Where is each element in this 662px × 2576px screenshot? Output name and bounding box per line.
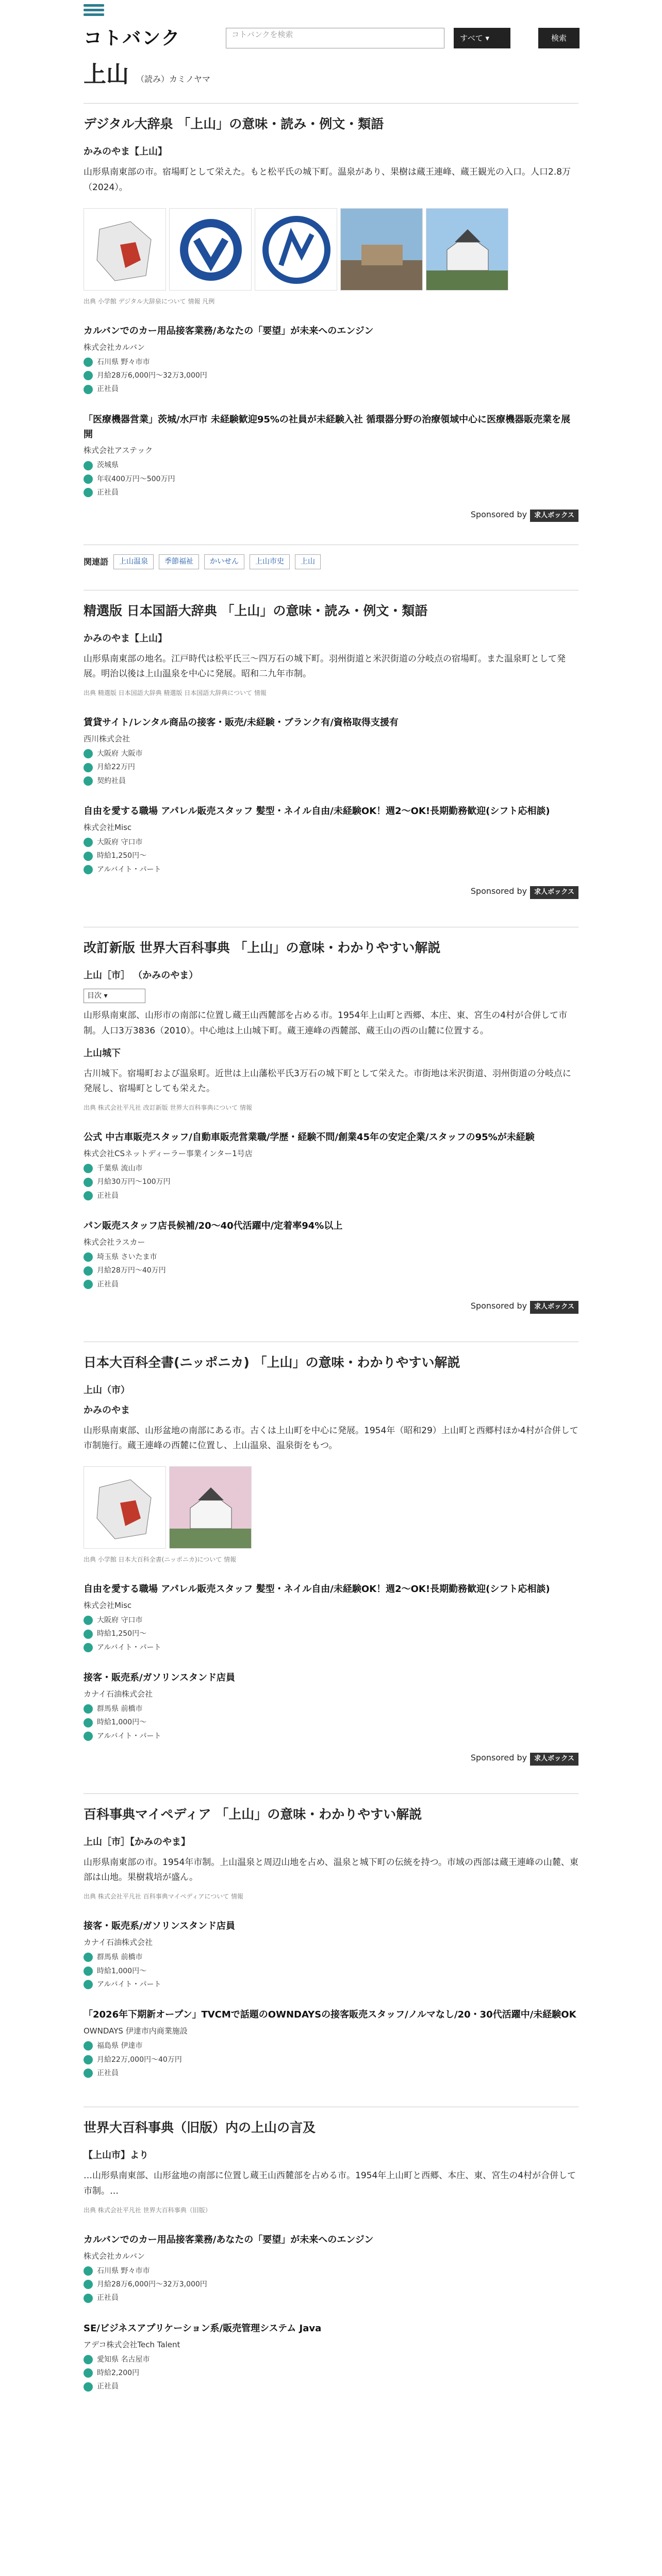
job-ad[interactable] — [84, 2233, 578, 2304]
location-icon — [84, 1252, 93, 1262]
ad-location-text: 千葉県 流山市 — [97, 1164, 143, 1173]
entry-text: 山形県南東部の市。宿場町として栄えた。もと松平氏の城下町。温泉があり、果樹は蔵王連峰、蔵王観光の入口。人口2.8万（2024）。 — [84, 167, 571, 193]
location-icon — [84, 749, 93, 758]
section-title: 改訂新版 世界大百科事典 「上山」の意味・わかりやすい解説 — [84, 940, 441, 956]
ad-pay-text: 月給30万円～100万円 — [97, 1178, 171, 1187]
entry-text: 山形県南東部、山形盆地の南部にある市。古くは上山町を中心に発展。1954年（昭和29）上山町と西郷村ほか4村が合併して市制施行。蔵王連峰の西麓に位置し、上山温泉、温泉街をもつ。 — [84, 1425, 578, 1451]
yen-icon — [84, 1266, 93, 1276]
location-icon — [84, 2041, 93, 2050]
section-nipponica — [84, 1342, 578, 1766]
entry-headword: 上山（市） — [84, 1384, 130, 1396]
ad-type-text: 正社員 — [97, 385, 119, 394]
entry-text: 山形県南東部の地名。江戸時代は松平氏三～四万石の城下町。羽州街道と米沢街道の分岐点の宿場町。また温泉町として発展。明治以後は上山温泉を中心に発展。昭和二九年市制。 — [84, 653, 566, 680]
sponsor-credit[interactable] — [84, 885, 578, 899]
briefcase-icon — [84, 2382, 93, 2392]
briefcase-icon — [84, 1980, 93, 1989]
entry-text: 山形県南東部の市。1954年市制。上山温泉と周辺山地を占め、温泉と城下町の伝統を持つ。市域の西部は蔵王連峰の山麓、東部は山地。果樹栽培が盛ん。 — [84, 1857, 578, 1883]
briefcase-icon — [84, 1732, 93, 1741]
related-tag[interactable]: かいせん — [204, 554, 244, 569]
ad-pay — [84, 850, 578, 861]
search-scope-select[interactable] — [454, 28, 510, 48]
ad-company: 株式会社Misc — [84, 1601, 132, 1610]
source-credit: 出典 株式会社平凡社 世界大百科事典（旧版） — [84, 2206, 211, 2214]
ad-pay-text: 時給1,000円～ — [97, 1967, 147, 1975]
location-icon — [84, 838, 93, 847]
ad-title[interactable]: 自由を愛する職場 アパレル販売スタッフ 髪型・ネイル自由/未経験OK！週2～OK!長期勤務歓迎(シフト応相談) — [84, 1584, 550, 1595]
onsen-photo-thumbnail[interactable] — [340, 208, 423, 291]
sponsor-label: Sponsored by — [470, 886, 527, 896]
ad-type-text: アルバイト・パート — [97, 1732, 161, 1740]
ad-location-text: 石川県 野々市市 — [97, 2266, 150, 2275]
section-old-edition — [84, 2107, 578, 2392]
source-credit: 出典 株式会社平凡社 改訂新版 世界大百科事典について 情報 — [84, 1104, 253, 1111]
ad-company: 株式会社Misc — [84, 823, 132, 833]
ad-location-text: 大阪府 大阪市 — [97, 750, 143, 758]
location-icon — [84, 2266, 93, 2276]
job-ad[interactable] — [84, 1130, 578, 1201]
castle-photo-thumbnail[interactable] — [169, 1466, 252, 1549]
section-title: 精選版 日本国語大辞典 「上山」の意味・読み・例文・類語 — [84, 603, 428, 618]
ad-pay — [84, 1628, 578, 1639]
ad-company: 株式会社ラスカー — [84, 1237, 145, 1247]
entry-headword: 上山［市］ （かみのやま） — [84, 970, 198, 981]
yen-icon — [84, 1630, 93, 1639]
ad-pay-text: 月給22万円 — [97, 763, 135, 772]
ad-title[interactable]: 「医療機器営業」茨城/水戸市 未経験歓迎95%の社員が未経験入社 循環器分野の治療領域中心に医療機器販売業を展開 — [84, 414, 571, 440]
ad-location-text: 茨城県 — [97, 461, 119, 470]
ad-type — [84, 1731, 578, 1742]
source-credit: 出典 小学館 日本大百科全書(ニッポニカ)について 情報 — [84, 1556, 237, 1564]
ad-title[interactable]: 自由を愛する職場 アパレル販売スタッフ 髪型・ネイル自由/未経験OK！週2～OK!長期勤務歓迎(シフト応相談) — [84, 806, 550, 817]
ad-location — [84, 2265, 578, 2277]
ad-pay — [84, 1965, 578, 1977]
title-word: 上山 — [84, 61, 129, 88]
briefcase-icon — [84, 1191, 93, 1200]
section-title: デジタル大辞泉 「上山」の意味・読み・例文・類語 — [84, 116, 384, 132]
ad-type — [84, 2067, 578, 2079]
ad-title[interactable]: カルバンでのカー用品接客業務/あなたの「要望」が未来へのエンジン — [84, 2234, 374, 2245]
ad-pay — [84, 761, 578, 773]
briefcase-icon — [84, 488, 93, 497]
sponsor-label: Sponsored by — [470, 1753, 527, 1763]
toc-label: 目次 — [87, 991, 102, 1000]
location-icon — [84, 1704, 93, 1714]
ad-type — [84, 1279, 578, 1290]
ad-title[interactable]: SE/ビジネスアプリケーション系/販売管理システム Java — [84, 2323, 322, 2334]
sponsor-credit[interactable] — [84, 508, 578, 522]
emblem-icon — [170, 209, 252, 291]
ad-location-text: 石川県 野々市市 — [97, 358, 150, 366]
related-tag[interactable]: 上山 — [295, 554, 321, 569]
briefcase-icon — [84, 385, 93, 394]
ad-pay-text: 月給28万6,000円～32万3,000円 — [97, 371, 207, 380]
job-ad[interactable] — [84, 1919, 578, 1990]
ad-location-text: 群馬県 前橋市 — [97, 1953, 143, 1962]
ad-type — [84, 864, 578, 875]
ad-company: 西川株式会社 — [84, 734, 130, 744]
yen-icon — [84, 852, 93, 861]
entry-headword: かみのやま【上山】 — [84, 146, 167, 158]
ad-pay-text: 時給1,250円～ — [97, 852, 147, 860]
entry-text: 山形県南東部、山形市の南部に位置し蔵王山西麓部を占める市。1954年上山町と西郷、本庄、東、宮生の4村が合併して市制。人口3万3836（2010）。中心地は上山城下町。蔵王連峰の西麓部、蔵王山の西の山麓に位置する。 — [84, 1010, 568, 1036]
entry-text: …山形県南東部、山形盆地の南部に位置し蔵王山西麓部を占める市。1954年上山町と西郷、本庄、東、宮生の4村が合併して市制。… — [84, 2171, 576, 2196]
ad-title[interactable]: 公式 中古車販売スタッフ/自動車販売営業職/学歴・経験不問/創業45年の安定企業/スタッフの95%が未経験 — [84, 1132, 535, 1143]
location-icon — [84, 1164, 93, 1173]
entry-headword: かみのやま【上山】 — [84, 633, 167, 644]
ad-type-text: 正社員 — [97, 1191, 119, 1200]
ad-pay-text: 月給22万,000円～40万円 — [97, 2055, 182, 2064]
ad-type-text: アルバイト・パート — [97, 865, 161, 874]
ad-type-text: 正社員 — [97, 2294, 119, 2302]
ad-pay — [84, 1717, 578, 1728]
ad-location — [84, 460, 578, 471]
site-header — [0, 0, 662, 49]
ad-type — [84, 1190, 578, 1201]
ad-location — [84, 837, 578, 848]
ad-location — [84, 748, 578, 759]
site-logo[interactable]: コトバンク — [84, 28, 181, 49]
ad-location-text: 大阪府 守口市 — [97, 838, 143, 847]
section-title: 世界大百科事典（旧版）内の上山の言及 — [84, 2120, 316, 2136]
location-icon — [84, 358, 93, 367]
entry-headword: 上山［市］【かみのやま】 — [84, 1836, 190, 1848]
related-tag[interactable]: 季節福祉 — [159, 554, 199, 569]
ad-company: アデコ株式会社Tech Talent — [84, 2340, 180, 2349]
ad-company: カナイ石油株式会社 — [84, 1689, 153, 1699]
briefcase-icon — [84, 865, 93, 874]
section-title: 日本大百科全書(ニッポニカ) 「上山」の意味・わかりやすい解説 — [84, 1354, 460, 1370]
ad-pay — [84, 1176, 578, 1188]
ad-type — [84, 2292, 578, 2303]
briefcase-icon — [84, 776, 93, 786]
title-reading: （読み）カミノヤマ — [136, 74, 211, 84]
source-credit: 出典 精選版 日本国語大辞典 精選版 日本国語大辞典について 情報 — [84, 689, 267, 697]
ad-pay — [84, 370, 578, 381]
image-gallery — [84, 208, 578, 291]
chevron-down-icon: ▾ — [485, 33, 490, 43]
job-ad[interactable] — [84, 1219, 578, 1290]
toc-select[interactable] — [84, 989, 145, 1003]
ad-pay-text: 月給28万円～40万円 — [97, 1266, 166, 1275]
related-tag[interactable]: 上山市史 — [250, 554, 290, 569]
ad-type-text: 正社員 — [97, 488, 119, 497]
section-title: 百科事典マイペディア 「上山」の意味・わかりやすい解説 — [84, 1806, 422, 1822]
yen-icon — [84, 763, 93, 772]
sponsor-credit[interactable] — [84, 1751, 578, 1766]
ad-type-text: 正社員 — [97, 2382, 119, 2391]
ad-pay — [84, 2367, 578, 2379]
sub-text: 古川城下。宿場町および温泉町。近世は上山藩松平氏3万石の城下町として栄えた。市街地は米沢街道、羽州街道の分岐点に発展し、宿場町としても栄えた。 — [84, 1068, 571, 1094]
sponsor-label: Sponsored by — [470, 1301, 527, 1311]
onsen-photo-icon — [341, 209, 423, 291]
sponsor-label: Sponsored by — [470, 509, 527, 519]
yen-icon — [84, 474, 93, 484]
ad-title[interactable]: 接客・販売系/ガソリンスタンド店員 — [84, 1921, 236, 1932]
location-icon — [84, 1953, 93, 1962]
ad-pay-text: 時給1,000円～ — [97, 1718, 147, 1727]
related-label: 関連語 — [84, 556, 109, 567]
job-ad[interactable] — [84, 324, 578, 395]
ad-location — [84, 1615, 578, 1626]
ad-pay — [84, 473, 578, 485]
emblem-thumbnail[interactable] — [255, 208, 337, 291]
ad-type — [84, 383, 578, 395]
briefcase-icon — [84, 1643, 93, 1652]
ad-location-text: 埼玉県 さいたま市 — [97, 1252, 157, 1261]
section-mypedia — [84, 1793, 578, 2079]
search-button[interactable]: 検索 — [538, 28, 580, 48]
ad-title[interactable]: 「2026年下期新オープン」TVCMで話題のOWNDAYSの接客販売スタッフ/ノルマなし/20・30代活躍中/未経験OK — [84, 2009, 576, 2021]
yen-icon — [84, 2055, 93, 2064]
ad-company: 株式会社カルバン — [84, 342, 145, 352]
ad-title[interactable]: カルバンでのカー用品接客業務/あなたの「要望」が未来へのエンジン — [84, 325, 374, 336]
ad-location-text: 群馬県 前橋市 — [97, 1704, 143, 1713]
ad-company: 株式会社アステック — [84, 446, 153, 455]
menu-icon[interactable] — [84, 2, 104, 18]
ad-location-text: 愛知県 名古屋市 — [97, 2355, 150, 2364]
job-ad[interactable] — [84, 413, 578, 499]
castle-photo-icon — [426, 209, 508, 291]
entry-headword: 【上山市】より — [84, 2150, 148, 2161]
ad-location — [84, 2040, 578, 2052]
ad-type — [84, 2381, 578, 2392]
section-seisen-kokugo — [84, 590, 578, 899]
yen-icon — [84, 2280, 93, 2289]
job-ad[interactable] — [84, 2321, 578, 2393]
ad-type — [84, 775, 578, 787]
map-thumbnail[interactable] — [84, 208, 166, 291]
briefcase-icon — [84, 1280, 93, 1289]
sponsor-brand: 求人ボックス — [530, 510, 578, 522]
ad-title[interactable]: パン販売スタッフ店長候補/20～40代活躍中/定着率94%以上 — [84, 1221, 343, 1232]
yen-icon — [84, 371, 93, 380]
sponsor-brand: 求人ボックス — [530, 1301, 578, 1314]
sponsor-credit[interactable] — [84, 1299, 578, 1314]
ad-type — [84, 487, 578, 498]
castle-photo-thumbnail[interactable] — [426, 208, 508, 291]
job-ad[interactable] — [84, 716, 578, 787]
map-icon — [84, 1467, 166, 1549]
map-thumbnail[interactable] — [84, 1466, 166, 1549]
ad-pay-text: 時給2,200円 — [97, 2369, 140, 2377]
yen-icon — [84, 1718, 93, 1727]
sponsor-brand: 求人ボックス — [530, 1753, 578, 1766]
castle-photo-icon — [170, 1467, 252, 1549]
ad-pay — [84, 1265, 578, 1276]
search-input[interactable]: コトバンクを検索 — [226, 28, 444, 48]
map-icon — [84, 209, 166, 291]
ad-company: カナイ石油株式会社 — [84, 1938, 153, 1947]
ad-location — [84, 1952, 578, 1963]
main-content — [84, 57, 578, 2420]
briefcase-icon — [84, 2294, 93, 2303]
ad-location — [84, 1163, 578, 1174]
location-icon — [84, 2355, 93, 2364]
ad-location — [84, 2354, 578, 2365]
ad-location — [84, 1703, 578, 1715]
ad-type-text: アルバイト・パート — [97, 1980, 161, 1989]
sub-headword: 上山城下 — [84, 1047, 121, 1059]
location-icon — [84, 1616, 93, 1625]
ad-type-text: 正社員 — [97, 2069, 119, 2077]
yen-icon — [84, 1178, 93, 1187]
ad-pay-text: 月給28万6,000円～32万3,000円 — [97, 2280, 207, 2289]
ad-company: 株式会社CSネットディーラー事業インター1号店 — [84, 1148, 253, 1158]
ad-location — [84, 357, 578, 368]
ad-title[interactable]: 接客・販売系/ガソリンスタンド店員 — [84, 1672, 236, 1684]
job-ad[interactable] — [84, 804, 578, 875]
emblem-thumbnail[interactable] — [169, 208, 252, 291]
ad-type-text: アルバイト・パート — [97, 1643, 161, 1652]
related-words — [84, 545, 578, 569]
ad-location-text: 福島県 伊達市 — [97, 2042, 143, 2050]
chevron-down-icon: ▾ — [104, 991, 108, 1000]
job-ad[interactable] — [84, 1582, 578, 1653]
page-title — [84, 57, 578, 93]
ad-type — [84, 1979, 578, 1990]
ad-type — [84, 1642, 578, 1653]
source-credit: 出典 株式会社平凡社 百科事典マイペディアについて 情報 — [84, 1893, 244, 1901]
related-tag[interactable]: 上山温泉 — [113, 554, 154, 569]
ad-title[interactable]: 賃貸サイト/レンタル商品の接客・販売/未経験・ブランク有/資格取得支援有 — [84, 717, 399, 728]
job-ad[interactable] — [84, 1671, 578, 1742]
entry-reading: かみのやま — [84, 1404, 130, 1416]
ad-pay-text: 年収400万円～500万円 — [97, 474, 175, 483]
ad-pay-text: 時給1,250円～ — [97, 1630, 147, 1638]
sponsor-brand: 求人ボックス — [530, 886, 578, 899]
location-icon — [84, 461, 93, 470]
yen-icon — [84, 1967, 93, 1976]
ad-type-text: 正社員 — [97, 1280, 119, 1289]
ad-company: 株式会社カルバン — [84, 2251, 145, 2261]
ad-company: OWNDAYS 伊達市内商業施設 — [84, 2026, 188, 2036]
job-ad[interactable] — [84, 2008, 578, 2079]
ad-location-text: 大阪府 守口市 — [97, 1616, 143, 1624]
ad-pay — [84, 2279, 578, 2290]
yen-icon — [84, 2368, 93, 2378]
ad-location — [84, 1251, 578, 1263]
scope-label: すべて — [460, 33, 483, 43]
emblem-icon — [255, 209, 337, 291]
image-gallery — [84, 1466, 578, 1549]
source-credit: 出典 小学館 デジタル大辞泉について 情報 凡例 — [84, 297, 215, 305]
briefcase-icon — [84, 2069, 93, 2078]
section-digital-daijisen — [84, 103, 578, 522]
ad-type-text: 契約社員 — [97, 776, 126, 785]
ad-pay — [84, 2054, 578, 2065]
section-kaitei-sekai — [84, 927, 578, 1314]
